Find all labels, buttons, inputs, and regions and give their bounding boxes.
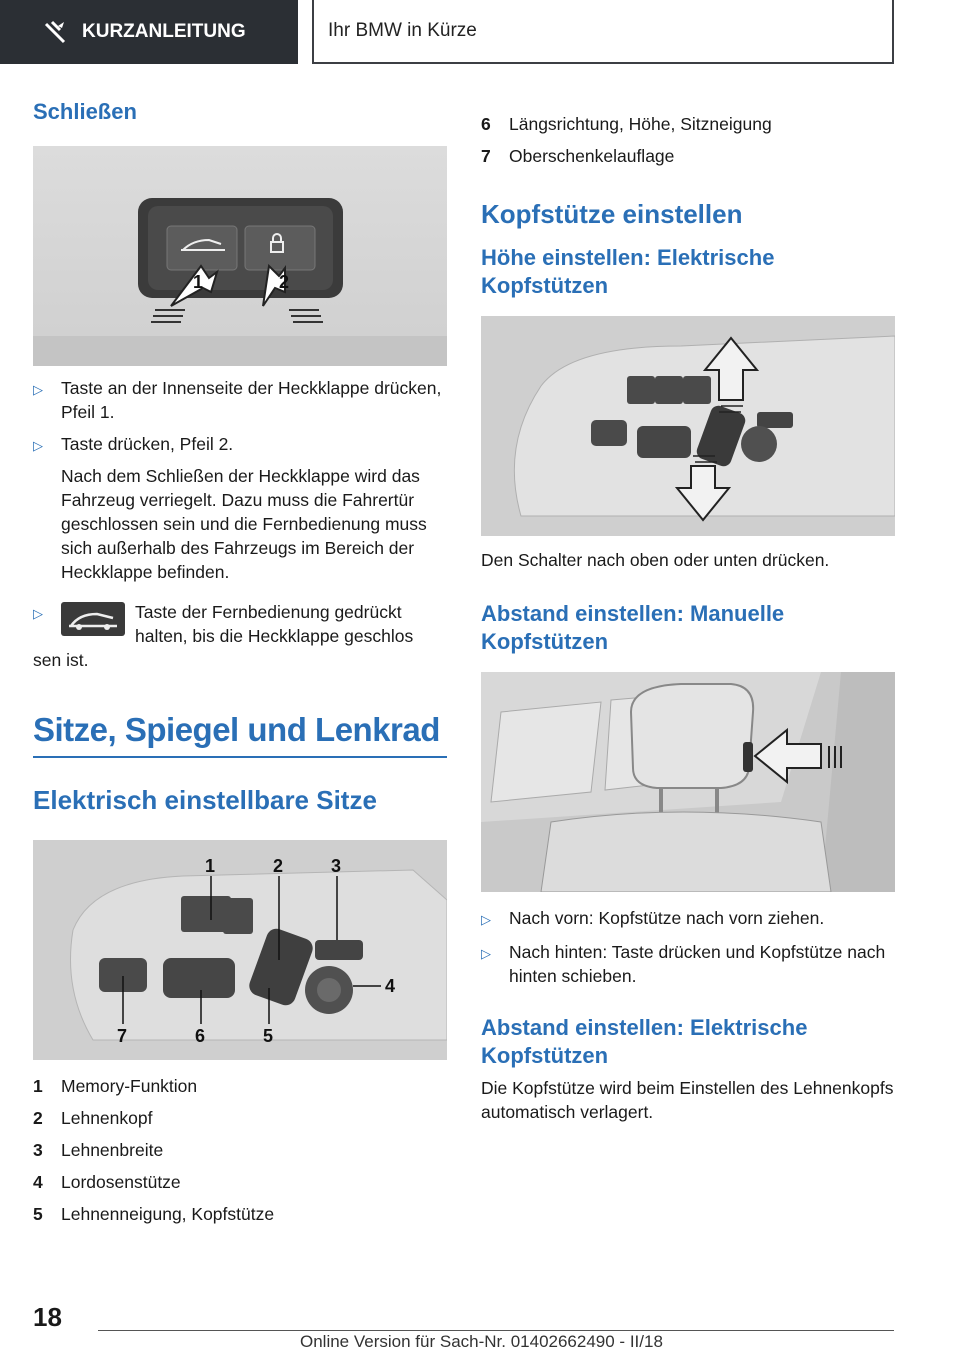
list-item: 2 Lehnenkopf — [33, 1108, 153, 1128]
seat-figure-label-5: 5 — [263, 1026, 274, 1046]
seat-legend — [33, 1070, 447, 1230]
seat-controls-figure — [33, 840, 447, 1060]
tailgate-button-illustration — [33, 146, 447, 366]
list-item: 6 Längsrichtung, Höhe, Sitzneigung — [481, 114, 772, 134]
header-tab-label: KURZANLEITUNG — [82, 21, 246, 42]
section-heading: Sitze, Spiegel und Lenkrad — [33, 710, 447, 758]
section-title-text: Ihr BMW in Kürze — [328, 20, 477, 41]
list-item: 4 Lordosenstütze — [33, 1172, 181, 1192]
remote-tailgate-icon — [61, 600, 125, 640]
seats-heading: Elektrisch einstellbare Sitze — [33, 785, 377, 815]
seat-controls-illustration — [33, 840, 447, 1060]
closing-note: Nach dem Schließen der Heckklappe wird das Fahrzeug verriegelt. Dazu muss die Fahrertür geschlossen sein und die Fernbedienung muss sich außerhalb des Fahrzeugs im Bereich der Heckklappe befinden. — [61, 466, 427, 582]
triangle-bullet-icon: ▷ — [33, 606, 43, 621]
seat-figure-label-3: 3 — [331, 856, 342, 876]
list-item: ▷ Nach hinten: Taste drücken und Kopfstütze nach hinten schieben. — [481, 942, 886, 986]
seat-figure-label-4: 4 — [385, 976, 396, 996]
seat-legend-continued — [481, 108, 895, 172]
header-section-title — [312, 0, 894, 64]
list-item: ▷ Nach vorn: Kopfstütze nach vorn ziehen. — [481, 906, 895, 932]
seat-figure-label-7: 7 — [117, 1026, 128, 1046]
triangle-bullet-icon: ▷ — [33, 382, 43, 397]
list-item: 5 Lehnenneigung, Kopfstütze — [33, 1204, 275, 1224]
headrest-switch-illustration — [481, 316, 895, 536]
right-column — [481, 108, 895, 1124]
headrest-heading: Kopfstütze einstellen — [481, 199, 743, 229]
list-item: 3 Lehnenbreite — [33, 1140, 164, 1160]
height-heading: Höhe einstellen: Elektrische Kopfstützen — [481, 245, 775, 298]
figure-label-1: 1 — [193, 272, 204, 292]
list-item: ▷ Taste der Fernbedienung gedrückt halten, bis die Heckklappe geschlos sen ist. — [33, 602, 414, 670]
distance-manual-heading: Abstand einstellen: Manuelle Kopfstützen — [481, 601, 785, 654]
manual-headrest-illustration — [481, 672, 895, 892]
online-version-text: Online Version für Sach-Nr. 01402662490 - II/18 — [300, 1332, 663, 1351]
footer-divider — [98, 1330, 894, 1331]
closing-bullets — [33, 376, 447, 672]
manual-headrest-figure — [481, 672, 895, 892]
seat-figure-label-6: 6 — [195, 1026, 206, 1046]
distance-electric-heading: Abstand einstellen: Elektrische Kopfstützen — [481, 1015, 808, 1068]
figure-label-2: 2 — [279, 272, 290, 292]
tailgate-button-figure — [33, 146, 447, 366]
header-tab — [0, 0, 298, 64]
road-marker-icon — [42, 18, 70, 46]
seat-figure-label-1: 1 — [205, 856, 216, 876]
closing-heading: Schließen — [33, 99, 137, 124]
triangle-bullet-icon: ▷ — [33, 438, 43, 453]
seat-figure-label-2: 2 — [273, 856, 284, 876]
height-text: Den Schalter nach oben oder unten drücken. — [481, 550, 830, 570]
list-item: ▷ Taste an der Innenseite der Heckklappe drücken, Pfeil 1. — [33, 378, 442, 422]
triangle-bullet-icon: ▷ — [481, 912, 491, 927]
page-number: 18 — [33, 1302, 62, 1332]
triangle-bullet-icon: ▷ — [481, 946, 491, 961]
left-column — [33, 98, 447, 1230]
headrest-switch-figure — [481, 316, 895, 536]
distance-manual-bullets — [481, 906, 895, 988]
list-item: 7 Oberschenkelauflage — [481, 146, 675, 166]
distance-electric-text: Die Kopfstütze wird beim Einstellen des Lehnenkopfs automatisch verlagert. — [481, 1078, 894, 1122]
list-item: 1 Memory-Funktion — [33, 1076, 198, 1096]
list-item: ▷ Taste drücken, Pfeil 2. Nach dem Schließen der Heckklappe wird das Fahrzeug verriegelt. Dazu muss die Fahrertür geschlossen sein und die Fernbedienung muss sich außerhalb des Fahrzeugs im Bereich der Heckklappe befinden. — [33, 432, 447, 584]
